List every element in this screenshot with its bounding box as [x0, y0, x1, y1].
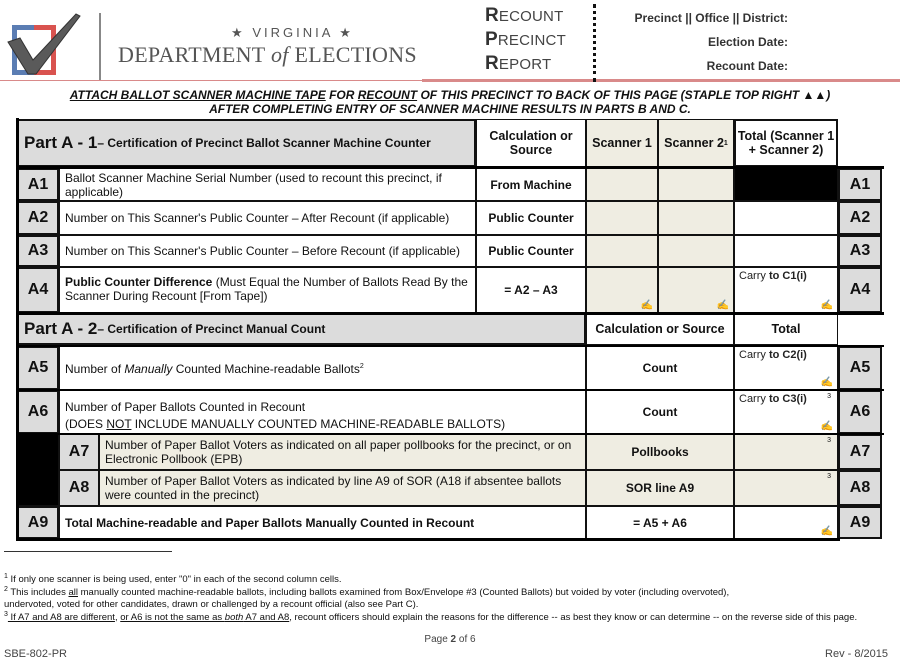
row-source-a7: Pollbooks [586, 434, 734, 470]
pen-icon: ✍ [820, 526, 833, 537]
row-code-a6: A6 [17, 390, 59, 434]
pen-icon: ✍ [820, 421, 833, 432]
a2-scanner1-input[interactable] [586, 201, 658, 235]
instruction-line2: AFTER COMPLETING ENTRY OF SCANNER MACHINE RESULTS IN PARTS B AND C. [209, 102, 691, 116]
form-id: SBE-802-PR [4, 648, 67, 660]
a6-total-input[interactable] [734, 390, 838, 434]
agency-name-part1: DEPARTMENT [118, 42, 266, 67]
pen-icon: ✍ [820, 377, 833, 388]
virginia-elections-logo [6, 10, 84, 80]
table-rule-a5 [16, 345, 884, 347]
footnote-ref: 3 [827, 437, 831, 444]
precinct-office-district-label: Precinct || Office || District: [634, 11, 788, 25]
row-code-a2: A2 [17, 201, 59, 235]
row-code-right-a4: A4 [838, 267, 882, 313]
row-code-a4: A4 [17, 267, 59, 313]
row-source-a6: Count [586, 390, 734, 434]
row-source-a2: Public Counter [476, 201, 586, 235]
row-code-right-a2: A2 [838, 201, 882, 235]
part-a2-title: Part A - 2 – Certification of Precinct Manual Count [17, 313, 586, 345]
row-code-right-a3: A3 [838, 235, 882, 267]
recount-date-label: Recount Date: [706, 59, 788, 73]
row-desc-a1: Ballot Scanner Machine Serial Number (used to recount this precinct, if applicable) [59, 168, 476, 201]
row-desc-a8: Number of Paper Ballot Voters as indicated by line A9 of SOR (A18 if absentee ballots were counted in the precinct) [99, 470, 586, 506]
pen-icon: ✍ [820, 300, 833, 311]
row-code-right-a7: A7 [838, 434, 882, 470]
carry-to-c1: Carry to C1(i) [739, 270, 807, 282]
header-divider [99, 13, 101, 81]
page-number: Page 2 of 6 [424, 634, 476, 645]
row-desc-a7: Number of Paper Ballot Voters as indicated on all paper pollbooks for the precinct, or on Electronic Pollbook (EPB) [99, 434, 586, 470]
a3-scanner2-input[interactable] [658, 235, 734, 267]
part-a2-col-calc: Calculation or Source [586, 313, 734, 345]
row-desc-a4: Public Counter Difference (Must Equal the Number of Ballots Read By the Scanner During Recount [From Tape]) [59, 267, 476, 313]
row-code-right-a8: A8 [838, 470, 882, 506]
footnote-ref: 3 [827, 393, 831, 400]
row-code-right-a6: A6 [838, 390, 882, 434]
row-source-a5: Count [586, 346, 734, 390]
row-code-a1: A1 [17, 168, 59, 201]
part-a1-col-scanner1: Scanner 1 [586, 119, 658, 167]
pen-icon: ✍ [716, 300, 729, 311]
row-desc-a9: Total Machine-readable and Paper Ballots Manually Counted in Recount [59, 506, 586, 539]
row-code-right-a5: A5 [838, 346, 882, 390]
carry-to-c2: Carry to C2(i) [739, 349, 807, 361]
report-title-line1: RECOUNT [485, 5, 564, 26]
table-rule-a1 [16, 166, 884, 169]
row-code-a3: A3 [17, 235, 59, 267]
footnote-1: $^1$ If only one scanner is being used, enter "0" in each of the second column cells. [4, 573, 342, 586]
a4-total-input[interactable] [734, 267, 838, 313]
agency-name [118, 42, 417, 68]
table-rule-a6 [16, 389, 884, 391]
a5-total-input[interactable] [734, 346, 838, 390]
pen-icon: ✍ [640, 300, 653, 311]
part-a1-col-scanner2: Scanner 2 1 [658, 119, 734, 167]
row-source-a9: = A5 + A6 [586, 506, 734, 539]
agency-name-of: of [270, 42, 289, 67]
a4-scanner2-input[interactable] [658, 267, 734, 313]
row-source-a1: From Machine [476, 168, 586, 201]
a2-total-input[interactable] [734, 201, 838, 235]
agency-name-part2: ELECTIONS [294, 42, 417, 67]
a9-total-input[interactable] [734, 506, 838, 539]
table-border-left [16, 118, 19, 540]
a3-scanner1-input[interactable] [586, 235, 658, 267]
footnote-2: $^2$ This includes all manually counted machine-readable ballots, including ballots examined from Box/Envelope #3 (Counted Ballots) but voided by voter (including overvoted), undervoted, voted for other candidates, drawn or challenged by a recount official (also see Part C). [4, 586, 730, 611]
row-desc-a2: Number on This Scanner's Public Counter – After Recount (if applicable) [59, 201, 476, 235]
footnote-ref: 3 [827, 473, 831, 480]
a3-total-input[interactable] [734, 235, 838, 267]
table-border-bottom [16, 538, 840, 541]
row-code-right-a1: A1 [838, 168, 882, 201]
a7-a8-black-spacer [17, 434, 59, 506]
report-title-line3: REPORT [485, 53, 552, 74]
header-rule-left [0, 80, 425, 81]
a1-scanner2-input[interactable] [658, 168, 734, 201]
row-code-a8: A8 [59, 470, 99, 506]
footnote-rule [4, 551, 172, 552]
carry-to-c3: Carry to C3(i) [739, 393, 807, 405]
election-date-label: Election Date: [707, 35, 788, 49]
report-title-line2: PRECINCT [485, 29, 566, 50]
dotted-separator [593, 4, 596, 82]
row-code-a9: A9 [17, 506, 59, 539]
a8-total-input[interactable] [734, 470, 838, 506]
row-source-a4: = A2 – A3 [476, 267, 586, 313]
a1-total-blacked-out [734, 168, 838, 201]
a1-scanner1-input[interactable] [586, 168, 658, 201]
part-a1-col-total: Total (Scanner 1 + Scanner 2) [734, 119, 838, 167]
a2-scanner2-input[interactable] [658, 201, 734, 235]
row-source-a8: SOR line A9 [586, 470, 734, 506]
header-rule-right [422, 79, 900, 82]
footnote-3: $^3$ If A7 and A8 are different, or A6 is not the same as both A7 and A8, recount officers should explain the reasons for the difference -- as best they know or can determine -- on the reverse side of this page. [4, 611, 858, 624]
revision: Rev - 8/2015 [825, 648, 888, 660]
a7-total-input[interactable] [734, 434, 838, 470]
instruction-line1: ATTACH BALLOT SCANNER MACHINE TAPE FOR RECOUNT OF THIS PRECINCT TO BACK OF THIS PAGE (STAPLE TOP RIGHT ▲▲) [69, 88, 831, 102]
table-rule-a2 [16, 312, 884, 315]
row-desc-a5: Number of Manually Counted Machine-readable Ballots$^2$ [59, 346, 586, 390]
row-code-a5: A5 [17, 346, 59, 390]
row-desc-a3: Number on This Scanner's Public Counter – Before Recount (if applicable) [59, 235, 476, 267]
a4-scanner1-input[interactable] [586, 267, 658, 313]
agency-state: ★ VIRGINIA ★ [231, 25, 354, 40]
part-a1-title: Part A - 1 – Certification of Precinct Ballot Scanner Machine Counter [17, 119, 476, 167]
row-code-a7: A7 [59, 434, 99, 470]
part-a2-col-total: Total [734, 313, 838, 345]
table-rule-a7 [16, 433, 884, 435]
row-source-a3: Public Counter [476, 235, 586, 267]
part-a1-col-calc: Calculation or Source [476, 119, 586, 167]
row-desc-a6: Number of Paper Ballots Counted in Recount (DOES NOT INCLUDE MANUALLY COUNTED MACHINE-READABLE BALLOTS) [59, 390, 586, 434]
row-code-right-a9: A9 [838, 506, 882, 539]
